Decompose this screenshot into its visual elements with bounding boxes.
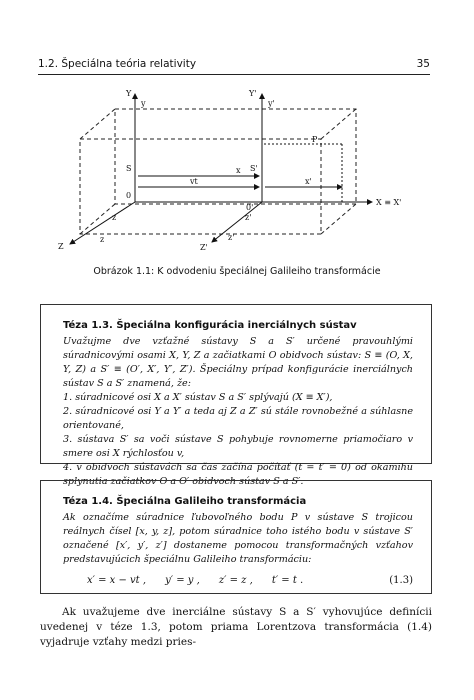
body-paragraph: Ak uvažujeme dve inerciálne sústavy S a S′ vyhovujúce definícii uvedenej v téze 1.3, potom priama Lorentzova transformácia (1.4) vyjadruje vzťahy medzi pries- xyxy=(40,606,432,648)
equation-number: (1.3) xyxy=(389,575,413,586)
theorem-1-item-4: 4. v obidvoch sústavách sa čas začína počítať (t = t′ = 0) od okamihu splynutia začiatkov O a O′ obidvoch sústav S a S′. xyxy=(63,462,413,487)
section-title: 1.2. Špeciálna teória relativity xyxy=(38,58,197,70)
label-Zp: Z' xyxy=(200,243,208,252)
label-y: y xyxy=(141,99,146,108)
label-Yp: Y' xyxy=(249,89,257,98)
theorem-2-body xyxy=(63,511,413,567)
equation-1-3 xyxy=(87,575,413,591)
theorem-1-item-3: 3. sústava S′ sa voči sústave S pohybuje rovnomerne priamočiaro v smere osi X rýchlosťou v, xyxy=(63,434,413,459)
theorem-2-title: Téza 1.4. Špeciálna Galileiho transformácia xyxy=(63,496,307,507)
label-yp: y' xyxy=(268,99,275,108)
theorem-1-item-1: 1. súradnicové osi X a X′ sústav S a S′ splývajú (X ≡ X′), xyxy=(63,392,333,403)
label-S: S xyxy=(126,164,132,173)
figure-caption: Obrázok 1.1: K odvodeniu špeciálnej Galileiho transformácie xyxy=(93,266,381,277)
label-zp2: z' xyxy=(228,233,235,242)
label-x: x xyxy=(236,166,241,175)
label-Sp: S' xyxy=(250,164,258,173)
label-zp1: z' xyxy=(245,213,252,222)
label-zero: 0 xyxy=(126,191,132,200)
label-z1: z xyxy=(112,213,117,222)
label-z2: z xyxy=(100,235,105,244)
page-header xyxy=(38,56,430,75)
box-back xyxy=(115,109,356,204)
theorem-1-title: Téza 1.3. Špeciálna konfigurácia inerciálnych sústav xyxy=(63,320,357,331)
theorem-2-text: Ak označíme súradnice ľubovoľného bodu P v sústave S trojicou reálnych čísel [x, y, z], potom súradnice toho istého bodu v sústave S′ označené [x′, y′, z′] dostaneme pomocou transformačných vzťahov predstavujúcich špeciálnu Galileiho transformáciu: xyxy=(63,512,413,565)
label-vt: vt xyxy=(190,177,198,186)
galilean-figure xyxy=(40,84,432,262)
label-Z: Z xyxy=(58,242,64,251)
label-zerop: 0' xyxy=(246,203,254,212)
label-Y: Y xyxy=(126,89,132,98)
theorem-1-body xyxy=(63,335,413,489)
theorem-1-item-2: 2. súradnicové osi Y a Y′ a teda aj Z a Z′ sú stále rovnobežné a súhlasne orientované, xyxy=(63,406,413,431)
page-number: 35 xyxy=(416,58,430,70)
equation-text: x′ = x − vt , y′ = y , z′ = z , t′ = t . xyxy=(87,575,304,586)
label-XXp: X ≡ X' xyxy=(376,198,402,207)
figure-diagram xyxy=(40,84,432,262)
theorem-box-1 xyxy=(40,304,432,487)
theorem-1-intro: Uvažujme dve vzťažné sústavy S a S′ určené pravouhlými súradnicovými osami X, Y, Z a začiatkami O obidvoch sústav: S ≡ (O, X, Y, Z) a S′ ≡ (O′, X′, Y′, Z′). Špeciálny prípad konfigurácie inerciálnych sústav S a S′ znamená, že: xyxy=(63,336,413,389)
theorem-box-2 xyxy=(40,480,432,594)
label-xp: x' xyxy=(305,177,312,186)
label-P: P xyxy=(312,135,318,144)
z-prime-axis xyxy=(212,202,262,242)
